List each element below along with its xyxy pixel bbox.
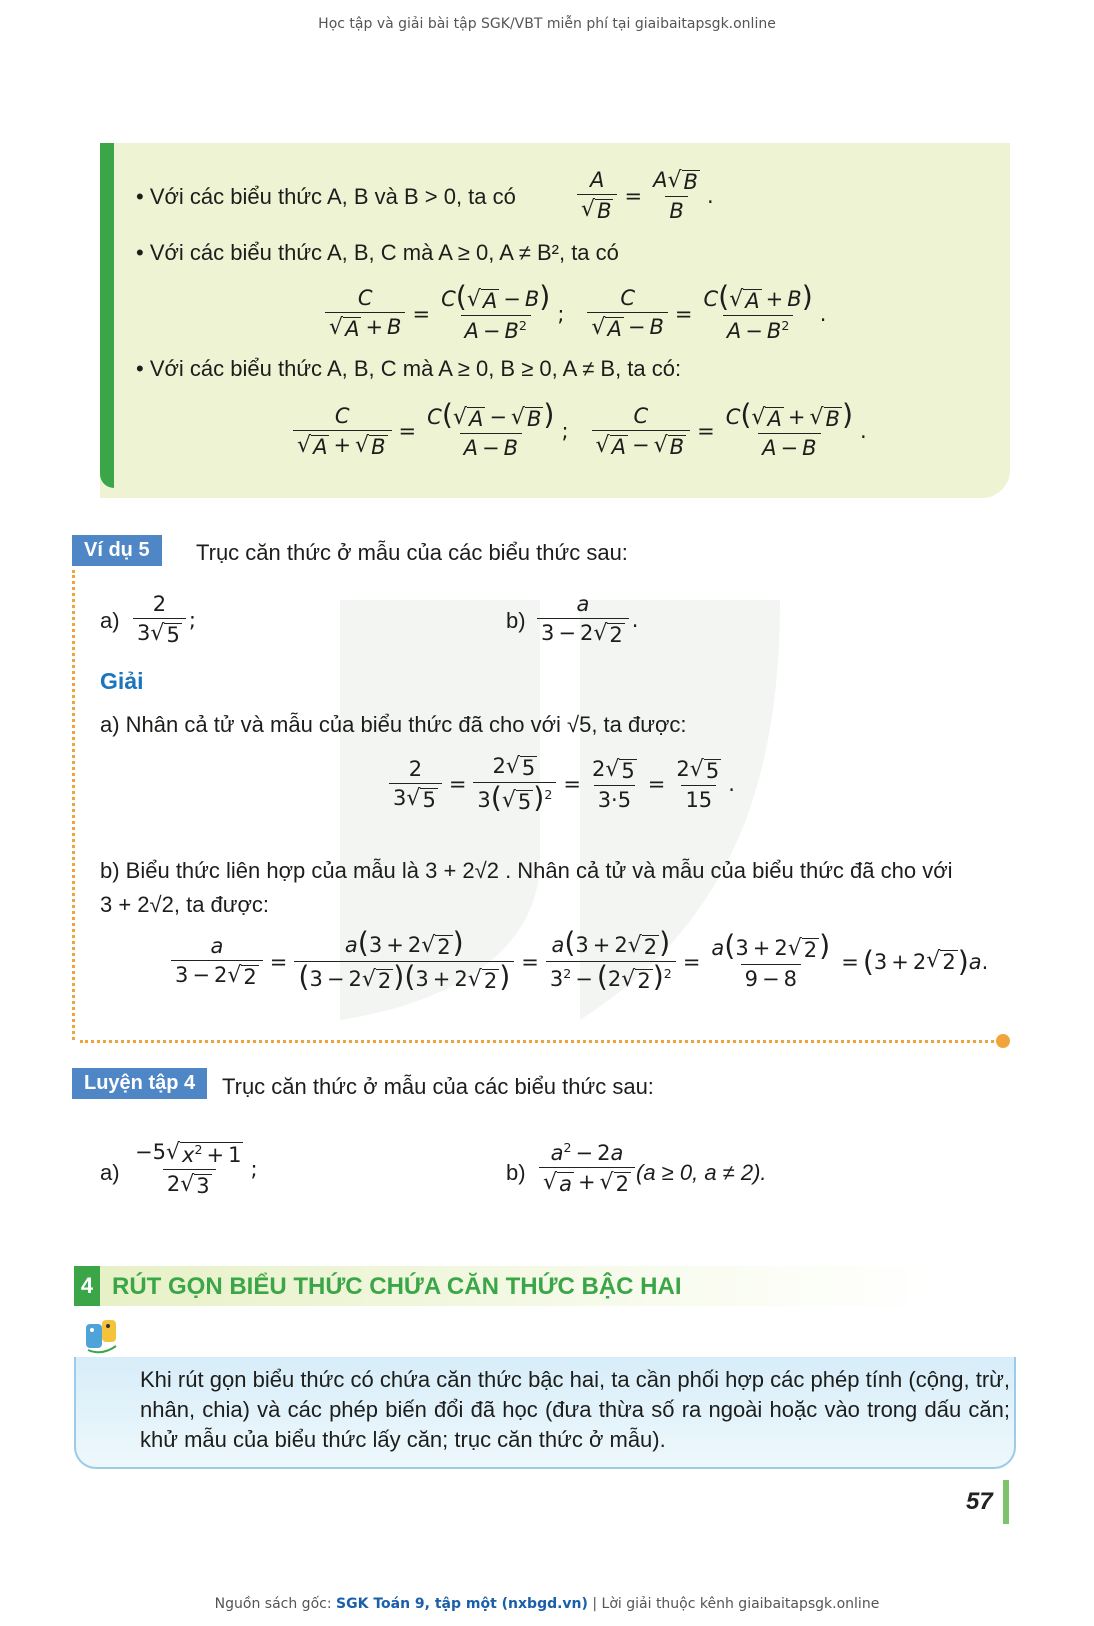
page-number-bar — [1003, 1480, 1009, 1524]
solution-b-text-1: b) Biểu thức liên hợp của mẫu là 3 + 2√2 . Nhân cả tử và mẫu của biểu thức đã cho với — [100, 858, 953, 883]
page-number: 57 — [966, 1488, 993, 1515]
practice-a-label: a) — [100, 1160, 120, 1185]
example-tag: Ví dụ 5 — [72, 535, 162, 566]
page-footer — [0, 1596, 1094, 1612]
practice-b-condition: (a ≥ 0, a ≠ 2). — [636, 1160, 767, 1185]
footer-prefix: Nguồn sách gốc: — [214, 1596, 332, 1612]
footer-book-link[interactable]: SGK Toán 9, tập một (nxbgd.vn) — [336, 1596, 588, 1612]
solution-b-formula: a 3 − 2 √ 2 = a(3 + 2 √ 2 ) (3 − 2 √ 2 )(3 + 2 √ 2 ) = a(3 + 2 √ 2 ) $3^2 - (2$ √ 2 )$^2$ = a(3 + 2 √ 2 ) 9 − 8 = ( 3 + 2 √ 2 ) a . — [168, 930, 988, 993]
formula-2: C √ A + B = C( √ A − B) $A - B^2$ ; C √ A − B = C( √ A + B) $A - B^2$ . — [322, 284, 826, 343]
practice-b-label: b) — [506, 1160, 526, 1185]
summary-line-3: • Với các biểu thức A, B, C mà A ≥ 0, B ≥ 0, A ≠ B, ta có: — [136, 356, 682, 381]
example-b-label: b) — [506, 608, 526, 633]
footer-suffix: | Lời giải thuộc kênh giaibaitapsgk.online — [592, 1596, 880, 1612]
practice-b-expr: $a^2 - 2a$ √ a + √ 2 — [536, 1140, 638, 1196]
summary-line-2: • Với các biểu thức A, B, C mà A ≥ 0, A ≠ B², ta có — [136, 240, 619, 265]
example-a-label: a) — [100, 608, 120, 633]
example-border-left — [72, 570, 75, 1040]
note-icon — [82, 1316, 122, 1356]
example-b-expr: a 3 − 2 √ 2 . — [534, 592, 638, 647]
example-border-bottom — [80, 1040, 1000, 1043]
example-a-expr: 2 3 √ 5 ; — [130, 592, 196, 647]
note-text: Khi rút gọn biểu thức có chứa căn thức bậc hai, ta cần phối hợp các phép tính (cộng, trừ, nhân, chia) và các phép biến đổi đã học (đưa thừa số ra ngoài hoặc vào trong dấu căn; khử mẫu của biểu thức lấy căn; trục căn thức ở mẫu). — [140, 1367, 1010, 1452]
page-header: Học tập và giải bài tập SGK/VBT miễn phí tại giaibaitapsgk.online — [318, 16, 776, 32]
solution-title: Giải — [100, 668, 144, 694]
practice-tag: Luyện tập 4 — [72, 1068, 207, 1099]
practice-prompt: Trục căn thức ở mẫu của các biểu thức sau: — [222, 1074, 654, 1099]
solution-a-formula: 2 3 √ 5 = 2 √ 5 3( √ 5 )$^2$ = 2 √ 5 3·5 = 2 √ 5 15 . — [386, 754, 735, 814]
example-prompt: Trục căn thức ở mẫu của các biểu thức sau: — [196, 540, 628, 565]
practice-a-expr: −5 √ $x^2 + 1$ 2 √ 3 ; — [135, 1140, 258, 1199]
formula-1: A √ B = A √ B B . — [574, 168, 714, 223]
section-number: 4 — [74, 1266, 100, 1306]
formula-3: C √ A + √ B = C( √ A − √ B ) A − B ; C √ A − √ B = C( √ A + √ B ) A − B . — [290, 402, 867, 460]
solution-a-text: a) Nhân cả tử và mẫu của biểu thức đã cho với √5, ta được: — [100, 712, 687, 737]
example-border-dot — [996, 1034, 1010, 1048]
solution-b-text-2: 3 + 2√2, ta được: — [100, 892, 270, 917]
summary-line-1: • Với các biểu thức A, B và B > 0, ta có — [136, 184, 516, 209]
section-title: RÚT GỌN BIỂU THỨC CHỨA CĂN THỨC BẬC HAI — [112, 1273, 682, 1300]
summary-box-bar — [100, 143, 114, 488]
